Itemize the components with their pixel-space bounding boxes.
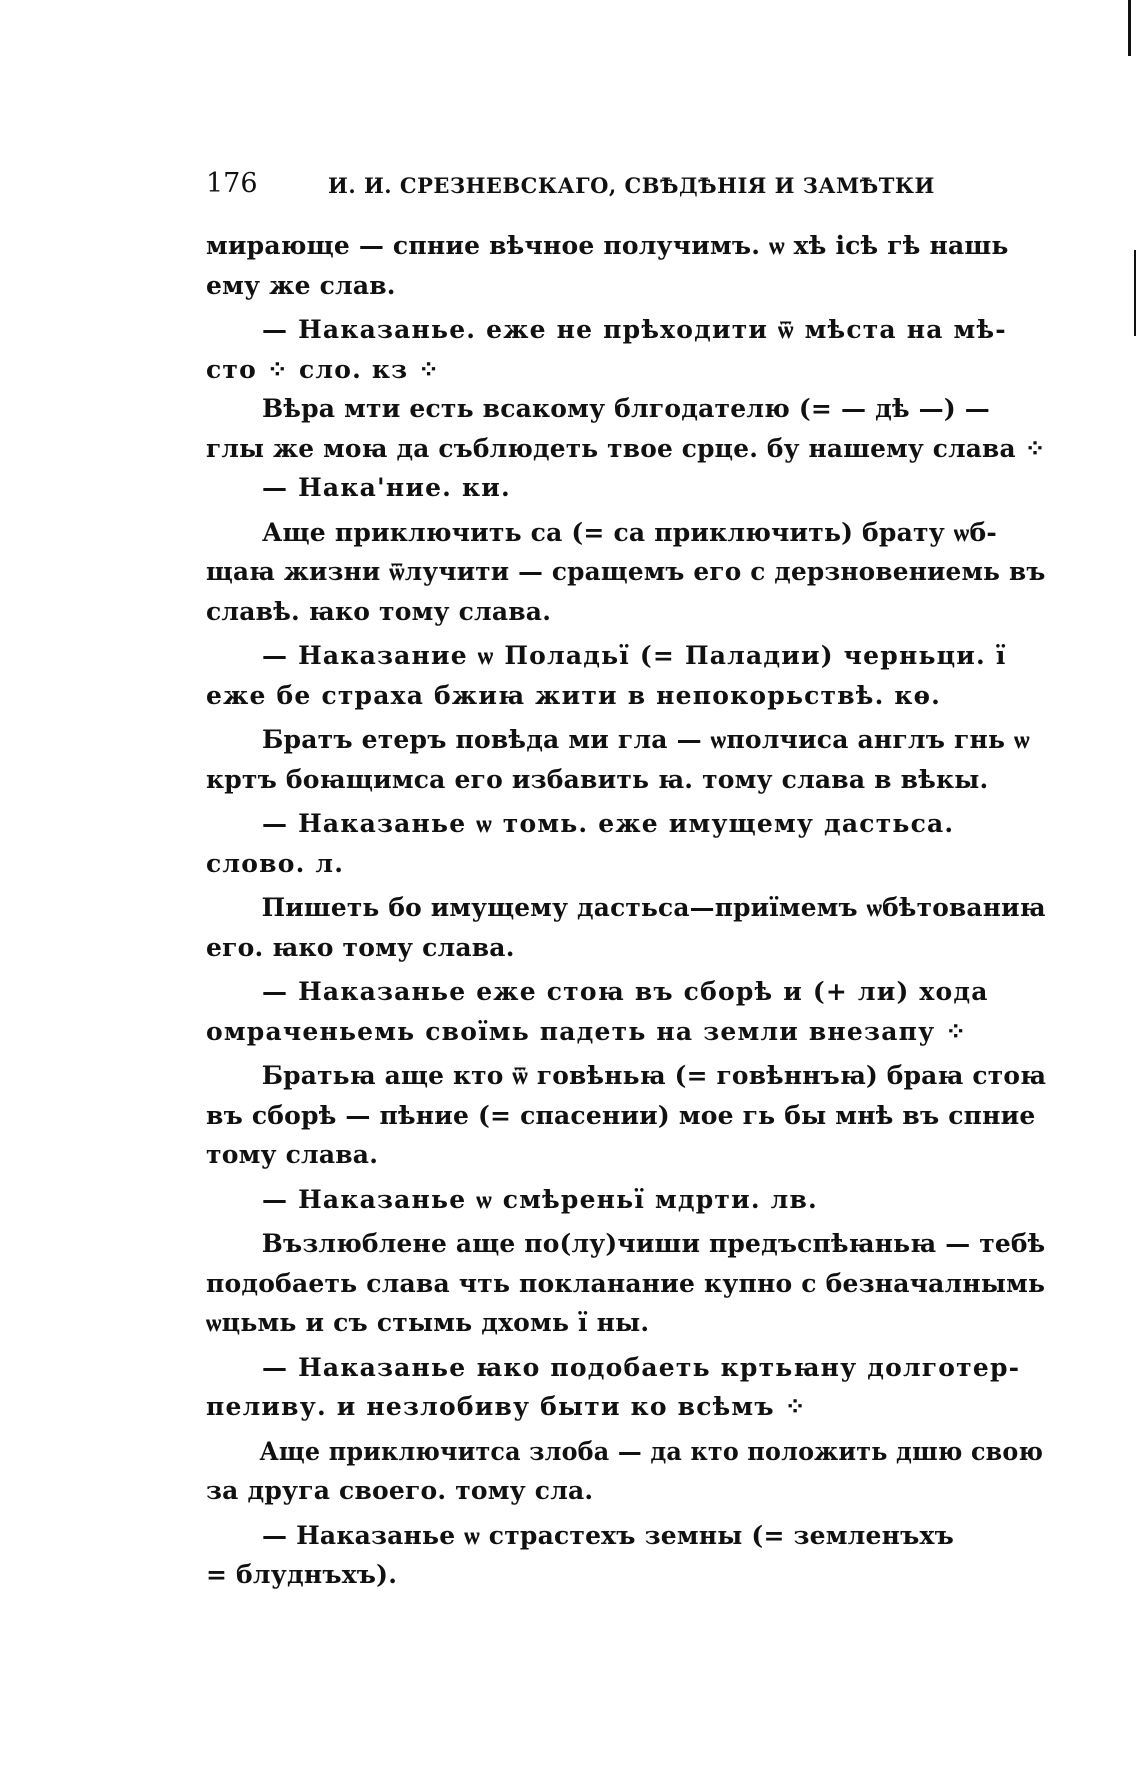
text-line: Вѣра мти есть всакому блгодателю (= — дѣ —) —	[262, 394, 990, 423]
text-line: Аще приключитса злоба — да кто положить дшю свою	[259, 1436, 1044, 1466]
text-line: — Наказанье ѡ томь. еже имущему дастьса.	[262, 809, 955, 838]
text-line: — Наказание ѡ Поладьї (= Паладии) черньци. ї	[262, 641, 1007, 670]
text-line: тому слава.	[206, 1140, 379, 1169]
text-line: щаꙗ жизни ѿлучити — сращемъ его с дерзновениемь въ	[206, 557, 1046, 586]
text-line: еже бе страха бжиꙗ жити в непокорьствѣ. кѳ.	[206, 680, 942, 710]
text-line: Възлюблене аще по(лу)чиши предъспѣꙗньꙗ — тебѣ	[261, 1229, 1046, 1258]
scan-edge-mark	[1134, 250, 1136, 336]
text-line: ѡцьмь и съ стымь дхомь ї ны.	[206, 1308, 650, 1337]
text-line: ему же слав.	[206, 270, 396, 300]
text-line: славѣ. ꙗко тому слава.	[206, 596, 552, 626]
page-number: 176	[206, 168, 258, 199]
text-line: — Наказанье ꙗко подобаеть кртьꙗну долготер-	[262, 1352, 1021, 1382]
text-line: Братъ етеръ повѣда ми гла — ѡполчиса англъ гнь ѡ	[262, 725, 1030, 754]
text-line: сто ⁘ сло. кз ⁘	[206, 354, 441, 384]
text-line: пеливу. и незлобиву быти ко всѣмъ ⁘	[206, 1392, 807, 1421]
text-line: омраченьемь своїмь падеть на земли внезапу ⁘	[206, 1016, 968, 1046]
text-line: Пишеть бо имущему дастьса—приїмемъ ѡбѣтованиꙗ	[261, 893, 1046, 922]
text-line: — Наказанье ѡ страстехъ земны (= земленъхъ	[262, 1520, 954, 1550]
scan-edge-mark	[1128, 0, 1131, 56]
text-line: глы же моꙗ да съблюдеть твое срце. бу нашему слава ⁘	[206, 433, 1046, 463]
text-line: кртъ боꙗщимса его избавить ꙗ. тому слава в вѣкы.	[206, 764, 989, 794]
text-line: = блуднъхъ).	[206, 1560, 398, 1589]
text-line: — Наказанье ѡ смѣреньї мдрти. лв.	[262, 1184, 818, 1214]
running-head: И. И. СРЕЗНЕВСКАГО, СВѢДѢНІЯ И ЗАМѢТКИ	[328, 173, 935, 198]
text-line: — Наказанье еже стоꙗ въ сборѣ и (+ ли) хода	[262, 977, 989, 1006]
text-line: Братьꙗ аще кто ѿ говѣньꙗ (= говѣннъꙗ) браꙗ стоꙗ	[261, 1061, 1047, 1090]
text-line: слово. л.	[206, 848, 345, 878]
text-line: въ сборѣ — пѣние (= спасении) мое гь бы мнѣ въ спние	[206, 1100, 1036, 1130]
text-line: его. ꙗко тому слава.	[206, 932, 515, 962]
text-line: — Наказанье. еже не прѣходити ѿ мѣста на мѣ-	[262, 315, 1007, 344]
text-line: Аще приключить са (= са приключить) брату ѡб-	[262, 517, 997, 547]
text-line: подобаеть слава чть покланание купно с безначалнымь	[206, 1268, 1046, 1298]
body-text	[206, 226, 1046, 1595]
text-line: мирающе — спние вѣчное получимъ. ѡ хѣ ісѣ гѣ нашь	[206, 231, 1009, 260]
text-line: — Нака'ние. ки.	[262, 473, 511, 502]
text-line: за друга своего. тому сла.	[206, 1476, 594, 1505]
page-header	[206, 168, 1046, 208]
